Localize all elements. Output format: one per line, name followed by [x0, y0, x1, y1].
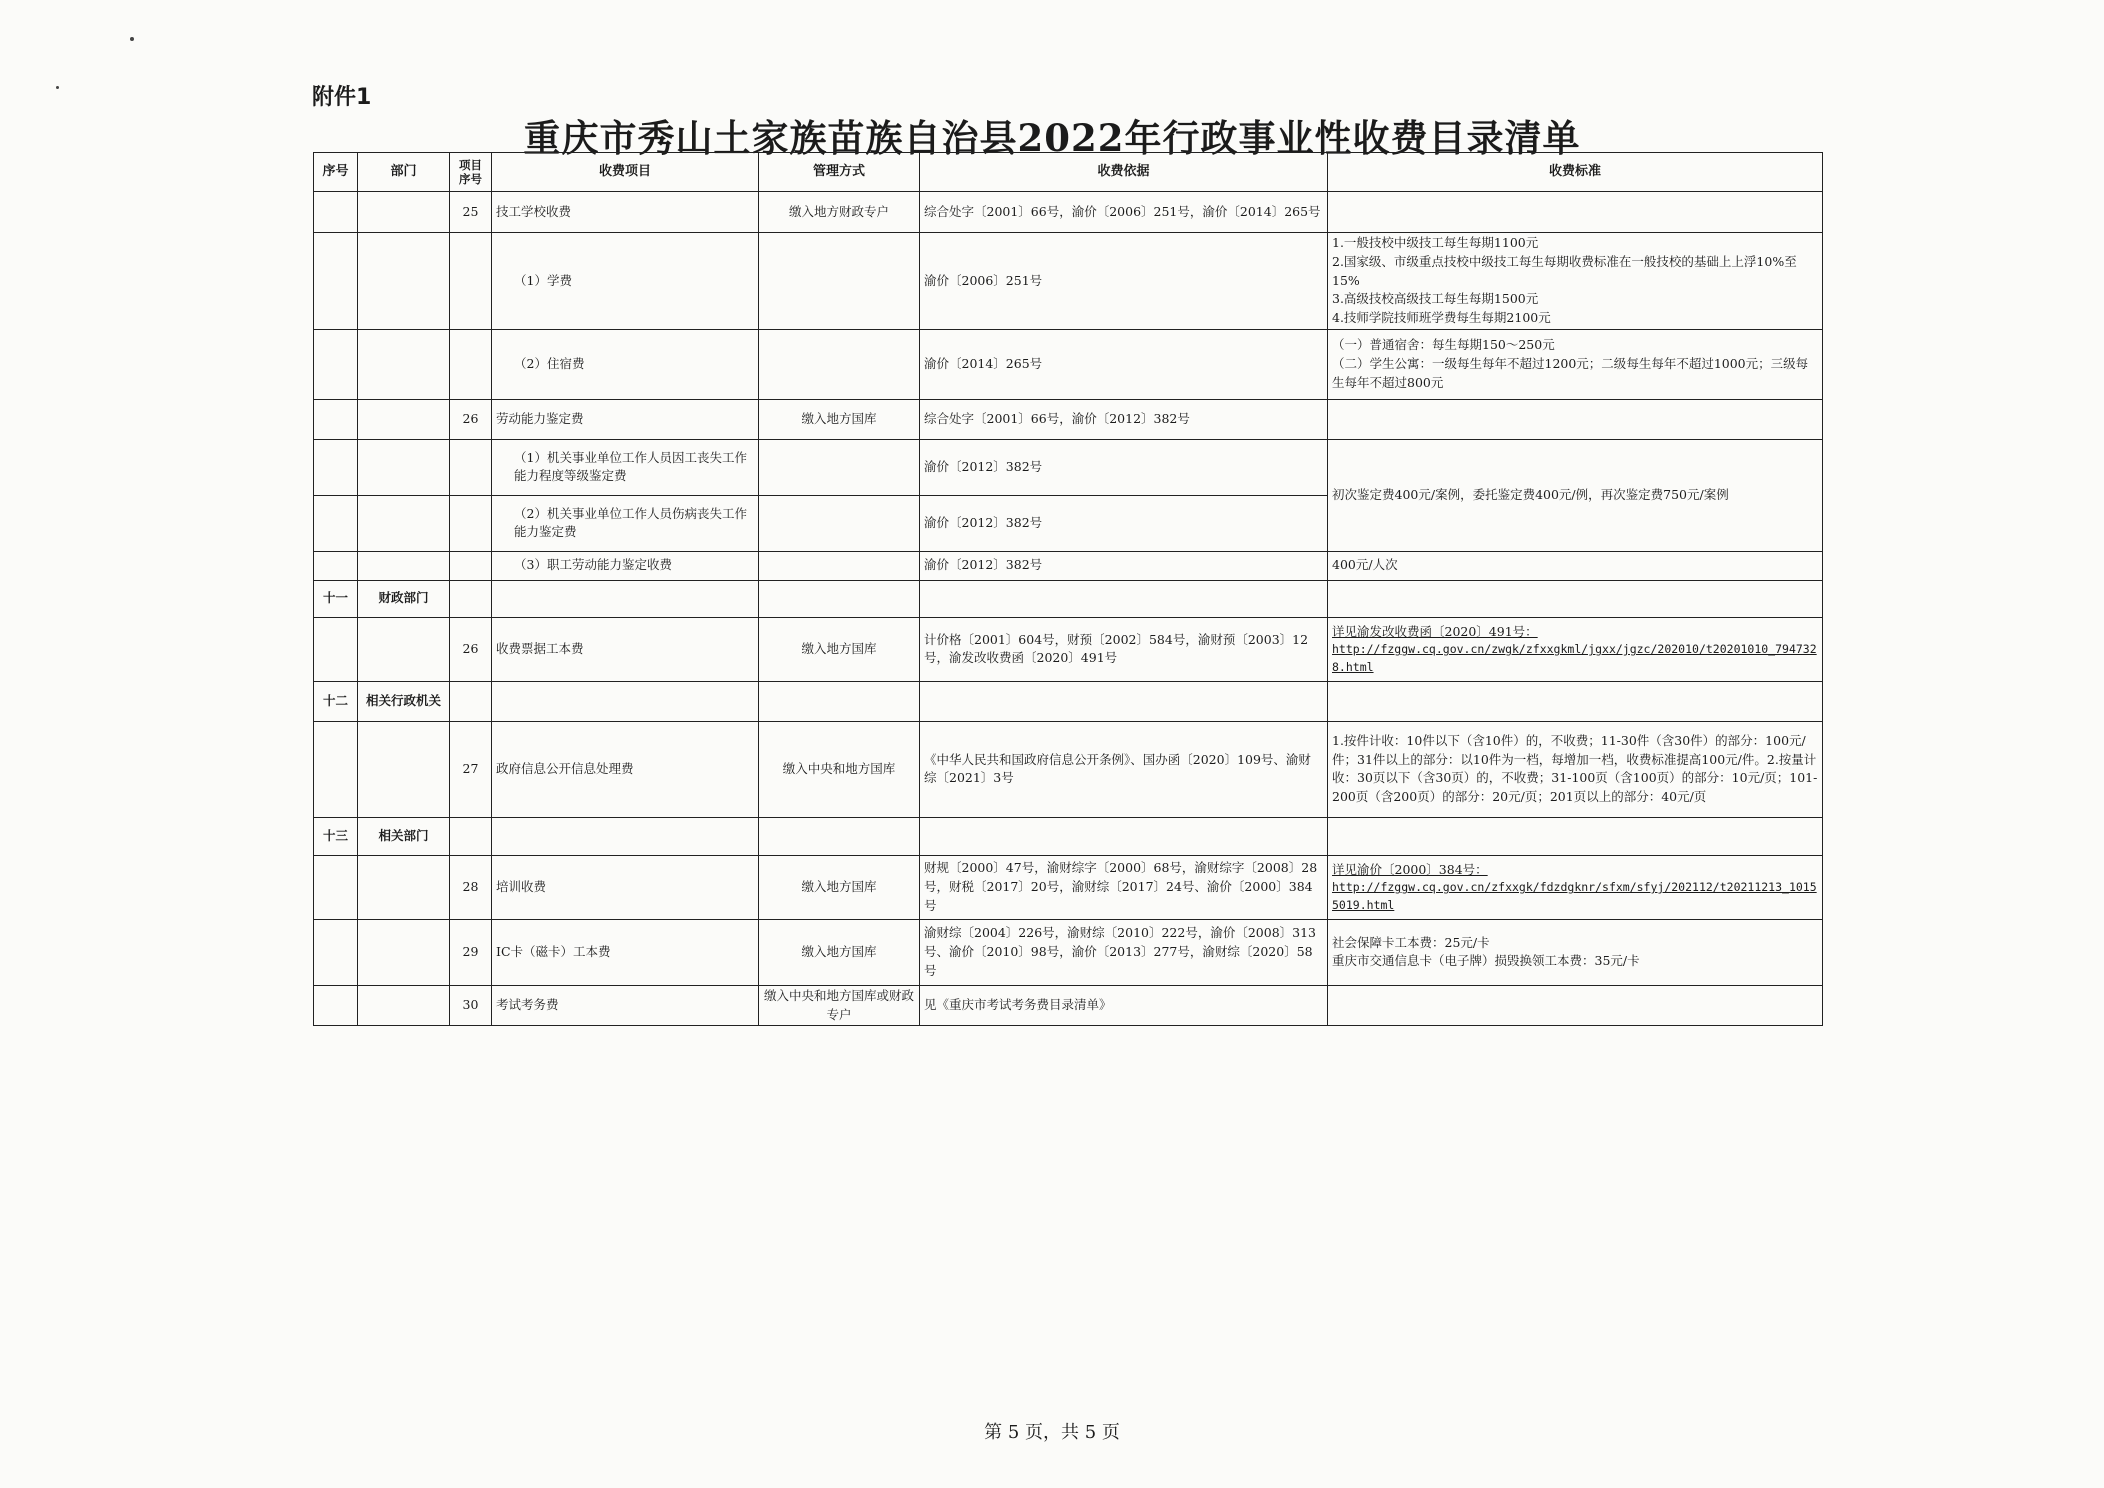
- table-row: [314, 919, 1823, 985]
- section-dept: 相关部门: [358, 817, 450, 855]
- attachment-label: 附件1: [312, 85, 372, 110]
- header-standard: 收费标准: [1328, 153, 1823, 192]
- fee-item: IC卡（磁卡）工本费: [492, 919, 759, 985]
- fee-basis: 见《重庆市考试考务费目录清单》: [920, 985, 1328, 1026]
- mgmt-method: 缴入中央和地方国库或财政专户: [759, 985, 920, 1026]
- fee-basis: 综合处字〔2001〕66号，渝价〔2012〕382号: [920, 399, 1328, 439]
- header-mgmt: 管理方式: [759, 153, 920, 192]
- fee-standard: 1.一般技校中级技工每生每期1100元 2.国家级、市级重点技校中级技工每生每期收费标准在一般技校的基础上上浮10%至15% 3.高级技校高级技工每生每期1500元 4.技师学院技师班学费每生每期2100元: [1328, 233, 1823, 330]
- fee-item: （1）学费: [492, 233, 759, 330]
- table-row: [314, 439, 1823, 495]
- fee-basis: 渝财综〔2004〕226号，渝财综〔2010〕222号，渝价〔2008〕313号、渝价〔2010〕98号，渝价〔2013〕277号，渝财综〔2020〕58号: [920, 919, 1328, 985]
- fee-item: （3）职工劳动能力鉴定收费: [492, 551, 759, 580]
- fee-basis: 《中华人民共和国政府信息公开条例》、国办函〔2020〕109号、渝财综〔2021〕3号: [920, 721, 1328, 817]
- section-row: [314, 681, 1823, 721]
- fee-basis: 计价格〔2001〕604号，财预〔2002〕584号，渝财预〔2003〕12号，渝发改收费函〔2020〕491号: [920, 617, 1328, 681]
- section-seq: 十二: [314, 681, 358, 721]
- fee-standard-link[interactable]: http://fzggw.cq.gov.cn/zwgk/zfxxgkml/jgxx/jgzc/202010/t20201010_7947328.html: [1332, 642, 1817, 674]
- fee-standard: 1.按件计收：10件以下（含10件）的，不收费；11-30件（含30件）的部分：100元/件；31件以上的部分：以10件为一档，每增加一档，收费标准提高100元/件。2.按量计收：30页以下（含30页）的，不收费；31-100页（含100页）的部分：10元/页；101-200页（含200页）的部分：20元/页；201页以上的部分：40元/页: [1328, 721, 1823, 817]
- section-row: [314, 817, 1823, 855]
- fee-basis: 财规〔2000〕47号，渝财综字〔2000〕68号，渝财综字〔2008〕28号，财税〔2017〕20号，渝财综〔2017〕24号、渝价〔2000〕384号: [920, 855, 1328, 919]
- table-row: [314, 721, 1823, 817]
- table-header-row: [314, 153, 1823, 192]
- item-no: 30: [450, 985, 492, 1026]
- header-dept: 部门: [358, 153, 450, 192]
- header-basis: 收费依据: [920, 153, 1328, 192]
- fee-item: 收费票据工本费: [492, 617, 759, 681]
- fee-item: 政府信息公开信息处理费: [492, 721, 759, 817]
- section-seq: 十一: [314, 580, 358, 617]
- fee-item: 劳动能力鉴定费: [492, 399, 759, 439]
- section-dept: 财政部门: [358, 580, 450, 617]
- fee-standard: （一）普通宿舍：每生每期150～250元 （二）学生公寓：一级每生每年不超过1200元；二级每生每年不超过1000元；三级每生每年不超过800元: [1328, 329, 1823, 399]
- table-row: [314, 985, 1823, 1026]
- fee-standard-link[interactable]: http://fzggw.cq.gov.cn/zfxxgk/fdzdgknr/sfxm/sfyj/202112/t20211213_10155019.html: [1332, 880, 1817, 912]
- table-row: [314, 551, 1823, 580]
- section-dept: 相关行政机关: [358, 681, 450, 721]
- fee-item: 考试考务费: [492, 985, 759, 1026]
- header-seq: 序号: [314, 153, 358, 192]
- fee-basis: 渝价〔2012〕382号: [920, 439, 1328, 495]
- item-no: 27: [450, 721, 492, 817]
- fee-basis: 渝价〔2006〕251号: [920, 233, 1328, 330]
- mgmt-method: 缴入中央和地方国库: [759, 721, 920, 817]
- fee-item: 技工学校收费: [492, 192, 759, 233]
- item-no: 28: [450, 855, 492, 919]
- header-item-no: 项目序号: [450, 153, 492, 192]
- page-footer: 第 5 页，共 5 页: [984, 1422, 1120, 1443]
- table-row: [314, 192, 1823, 233]
- item-no: 26: [450, 617, 492, 681]
- fee-standard: 400元/人次: [1328, 551, 1823, 580]
- header-item: 收费项目: [492, 153, 759, 192]
- page-title: 重庆市秀山土家族苗族自治县2022年行政事业性收费目录清单: [523, 116, 1581, 160]
- section-row: [314, 580, 1823, 617]
- fee-item: （1）机关事业单位工作人员因工丧失工作能力程度等级鉴定费: [492, 439, 759, 495]
- table-row: [314, 617, 1823, 681]
- fee-standard: 详见渝发改收费函〔2020〕491号： http://fzggw.cq.gov.cn/zwgk/zfxxgkml/jgxx/jgzc/202010/t20201010_7947328.html: [1328, 617, 1823, 681]
- table-row: [314, 329, 1823, 399]
- fee-basis: 渝价〔2012〕382号: [920, 495, 1328, 551]
- fee-item: （2）住宿费: [492, 329, 759, 399]
- item-no: 29: [450, 919, 492, 985]
- fee-item: （2）机关事业单位工作人员伤病丧失工作能力鉴定费: [492, 495, 759, 551]
- fee-table: [313, 152, 1823, 1026]
- fee-basis: 渝价〔2012〕382号: [920, 551, 1328, 580]
- mgmt-method: 缴入地方国库: [759, 855, 920, 919]
- fee-item: 培训收费: [492, 855, 759, 919]
- table-row: [314, 855, 1823, 919]
- fee-standard: 初次鉴定费400元/案例，委托鉴定费400元/例，再次鉴定费750元/案例: [1328, 439, 1823, 551]
- table-row: [314, 233, 1823, 330]
- table-row: [314, 399, 1823, 439]
- scan-speck: [130, 37, 134, 41]
- fee-basis: 渝价〔2014〕265号: [920, 329, 1328, 399]
- fee-basis: 综合处字〔2001〕66号，渝价〔2006〕251号，渝价〔2014〕265号: [920, 192, 1328, 233]
- mgmt-method: 缴入地方国库: [759, 919, 920, 985]
- mgmt-method: 缴入地方国库: [759, 399, 920, 439]
- mgmt-method: 缴入地方财政专户: [759, 192, 920, 233]
- item-no: 25: [450, 192, 492, 233]
- fee-standard: 详见渝价〔2000〕384号： http://fzggw.cq.gov.cn/zfxxgk/fdzdgknr/sfxm/sfyj/202112/t20211213_10155019.html: [1328, 855, 1823, 919]
- mgmt-method: 缴入地方国库: [759, 617, 920, 681]
- section-seq: 十三: [314, 817, 358, 855]
- scan-speck: [56, 86, 59, 89]
- item-no: 26: [450, 399, 492, 439]
- fee-standard: 社会保障卡工本费：25元/卡 重庆市交通信息卡（电子牌）损毁换领工本费：35元/卡: [1328, 919, 1823, 985]
